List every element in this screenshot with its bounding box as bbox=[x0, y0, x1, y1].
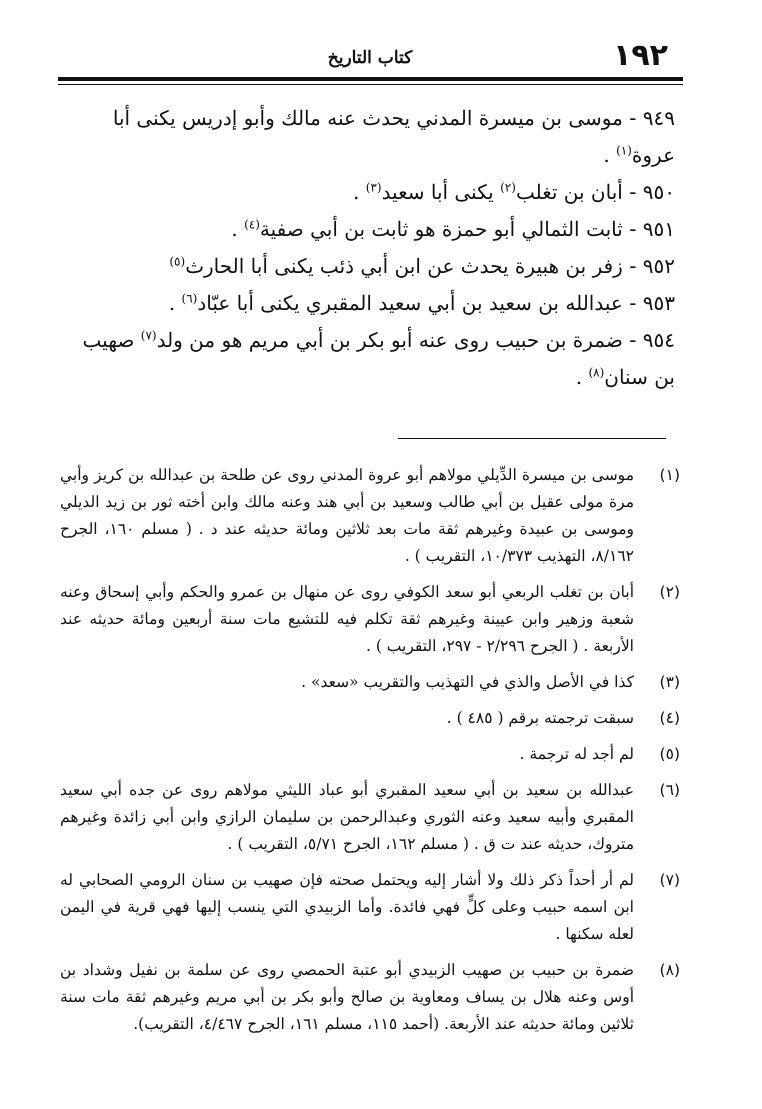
entry-text: زفر بن هبيرة يحدث عن ابن أبي ذئب يكنى أبا الحارث bbox=[185, 254, 623, 278]
header-rule-thick bbox=[58, 77, 683, 81]
running-title: كتاب التاريخ bbox=[327, 48, 413, 68]
entry-949 bbox=[60, 100, 675, 174]
footnote-6 bbox=[60, 777, 680, 858]
footnote-mark: (٢) bbox=[659, 583, 680, 601]
footnote-7 bbox=[60, 867, 680, 948]
entry-text: عبدالله بن سعيد بن أبي سعيد المقبري يكنى أبا عبّاد bbox=[197, 291, 623, 315]
footnote-text: سبقت ترجمته برقم ( ٤٨٥ ) . bbox=[446, 709, 634, 727]
footnote-ref-2: (٨) bbox=[588, 365, 605, 380]
entry-952 bbox=[60, 248, 675, 285]
entry-951 bbox=[60, 211, 675, 248]
entry-text-2: يكنى أبا سعيد bbox=[381, 180, 501, 204]
entry-number: ٩٥٢ - bbox=[629, 254, 675, 278]
entry-number: ٩٥٤ - bbox=[629, 328, 675, 352]
footnote-text: موسى بن ميسرة الدِّيلي مولاهم أبو عروة المدني روى عن طلحة بن عبدالله بن كريز وأبي مرة مولى عقيل بن أبي طالب وسعيد بن أبي هند وعنه مالك وابن أخته ثور بن زيد الديلي وموسى بن عبيدة وغيرهم ثقة مات بعد ثلاثين ومائة حديثه عند د . ( مسلم ١٦٠، الجرح ٨/١٦٢، التهذيب ١٠/٣٧٣، التقريب ) . bbox=[60, 466, 634, 565]
footnote-mark: (٧) bbox=[659, 871, 680, 889]
footnote-ref: (٧) bbox=[140, 328, 157, 343]
footnote-text: كذا في الأصل والذي في التهذيب والتقريب «سعد» . bbox=[301, 673, 634, 691]
footnote-text: أبان بن تغلب الربعي أبو سعد الكوفي روى عن منهال بن عمرو والحكم وأبي إسحاق وعنه شعبة وزهير وابن عيينة وغيرهم ثقة تكلم فيه للتشيع مات سنة أربعين ومائة حديثه عند الأربعة . ( الجرح ٢/٢٩٦ - ٢٩٧، التقريب ) . bbox=[60, 583, 634, 655]
entry-tail: . bbox=[353, 180, 366, 204]
header-rule-thin bbox=[58, 84, 683, 85]
footnote-ref: (٢) bbox=[500, 180, 516, 195]
entry-number: ٩٥٣ - bbox=[629, 291, 675, 315]
footnote-separator bbox=[398, 438, 666, 439]
entry-text: موسى بن ميسرة المدني يحدث عنه مالك وأبو إدريس يكنى أبا عروة bbox=[112, 106, 675, 167]
entry-tail: . bbox=[575, 365, 589, 389]
entry-954 bbox=[60, 322, 675, 396]
footnote-mark: (٥) bbox=[659, 745, 680, 763]
footnote-mark: (٨) bbox=[659, 961, 680, 979]
footnote-ref: (٦) bbox=[181, 291, 198, 306]
footnote-2 bbox=[60, 579, 680, 660]
footnote-8 bbox=[60, 957, 680, 1038]
footnote-ref: (٤) bbox=[244, 217, 260, 232]
entry-number: ٩٥١ - bbox=[629, 217, 675, 241]
footnote-ref: (٥) bbox=[169, 254, 186, 269]
page-number: ١٩٢ bbox=[613, 38, 668, 73]
page-header bbox=[60, 38, 680, 72]
footnote-1 bbox=[60, 462, 680, 570]
footnote-5 bbox=[60, 741, 680, 768]
entry-text: أبان بن تغلب bbox=[515, 180, 623, 204]
footnote-ref: (١) bbox=[616, 143, 632, 158]
entry-950 bbox=[60, 174, 675, 211]
entry-number: ٩٥٠ - bbox=[629, 180, 675, 204]
footnote-text: لم أجد له ترجمة . bbox=[519, 745, 634, 763]
entry-text-2: صهيب بن سنان bbox=[82, 328, 675, 389]
entry-tail: . bbox=[603, 143, 617, 167]
footnotes bbox=[60, 462, 680, 1047]
entry-number: ٩٤٩ - bbox=[629, 106, 675, 130]
footnote-mark: (٦) bbox=[659, 781, 680, 799]
footnote-text: عبدالله بن سعيد بن أبي سعيد المقبري أبو عباد الليثي مولاهم روى عن جده أبي سعيد المقبري وأبيه سعيد وعنه الثوري وعبدالرحمن بن سليمان الرازي وابن أبي زائدة وغيرهم متروك، حديثه عند ت ق . ( مسلم ١٦٢، الجرح ٥/٧١، التقريب ) . bbox=[60, 781, 634, 853]
footnote-4 bbox=[60, 705, 680, 732]
footnote-text: ضمرة بن حبيب بن صهيب الزبيدي أبو عتبة الحمصي روى عن سلمة بن نفيل وشداد بن أوس وعنه هلال بن يساف ومعاوية بن صالح وأبو بكر بن أبي مريم وغيرهم ثقة مات سنة ثلاثين ومائة حديثه عند الأربعة. (أحمد ١١٥، مسلم ١٦١، الجرح ٤/٤٦٧، التقريب). bbox=[60, 961, 634, 1033]
footnote-3 bbox=[60, 669, 680, 696]
main-text bbox=[60, 100, 675, 396]
footnote-text: لم أر أحداً ذكر ذلك ولا أشار إليه ويحتمل صحته فإن صهيب بن سنان الرومي الصحابي له ابن اسمه حبيب وعلى كلٍّ فهي فائدة. وأما الزبيدي التي ينسب إليها فهي قرية في اليمن لعله سكنها . bbox=[60, 871, 634, 943]
entry-tail: . bbox=[231, 217, 245, 241]
entry-text: ثابت الثمالي أبو حمزة هو ثابت بن أبي صفية bbox=[259, 217, 623, 241]
footnote-ref-2: (٣) bbox=[365, 180, 382, 195]
entry-953 bbox=[60, 285, 675, 322]
entry-text: ضمرة بن حبيب روى عنه أبو بكر بن أبي مريم هو من ولد bbox=[156, 328, 623, 352]
entry-tail: . bbox=[168, 291, 182, 315]
footnote-mark: (٤) bbox=[659, 709, 680, 727]
footnote-mark: (١) bbox=[659, 466, 680, 484]
footnote-mark: (٣) bbox=[659, 673, 680, 691]
